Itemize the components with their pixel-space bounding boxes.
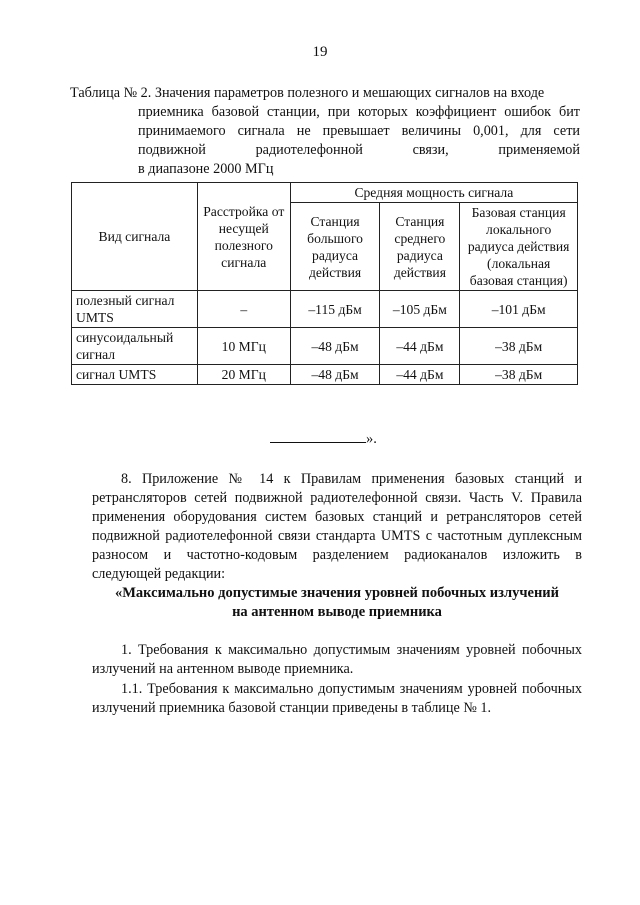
closing-mark xyxy=(270,430,377,448)
item-1-1 xyxy=(92,680,582,718)
cell-signal: сигнал UMTS xyxy=(72,365,198,385)
cell-local: –38 дБм xyxy=(460,365,578,385)
cell-detuning: 10 МГц xyxy=(197,328,290,365)
cell-detuning: 20 МГц xyxy=(197,365,290,385)
section-heading-line-1: «Максимально допустимые значения уровней побочных излучений xyxy=(114,585,560,601)
table-caption xyxy=(70,84,580,179)
cell-signal: синусоидальный сигнал xyxy=(72,328,198,365)
section-heading-line-2: на антенном выводе приемника xyxy=(232,604,442,620)
page-number: 19 xyxy=(312,44,328,60)
header-signal-type: Вид сигнала xyxy=(72,183,198,291)
table-row xyxy=(72,328,578,365)
paragraph-8-text: 8. Приложение № 14 к Правилам применения базовых станций и ретрансляторов сетей подвижной радиотелефонной связи. Часть V. Правила применения оборудования систем базовых станций и ретрансляторов сетей подвижной радиотелефонной связи стандарта UMTS с частотным дуплексным разносом и частотно-кодовым разделением радиоканалов изложить в следующей редакции: xyxy=(92,471,582,582)
cell-large: –115 дБм xyxy=(290,291,380,328)
caption-line-2: приемника базовой станции, при которых коэффициент ошибок бит xyxy=(138,104,580,120)
cell-medium: –44 дБм xyxy=(380,328,460,365)
table-row xyxy=(72,365,578,385)
paragraph-8 xyxy=(92,470,582,584)
item-1-text: 1. Требования к максимально допустимым значениям уровней побочных излучений на антенном выводе приемника. xyxy=(92,642,582,677)
item-1-1-text: 1.1. Требования к максимально допустимым значениям уровней побочных излучений приемника базовой станции приведены в таблице № 1. xyxy=(92,681,582,716)
closing-quote: ». xyxy=(366,431,377,447)
header-detuning: Расстройка от несущей полезного сигнала xyxy=(197,183,290,291)
item-1 xyxy=(92,641,582,679)
parameters-table xyxy=(71,182,578,385)
blank-line xyxy=(270,430,366,443)
cell-medium: –44 дБм xyxy=(380,365,460,385)
header-average-power: Средняя мощность сигнала xyxy=(290,183,577,203)
cell-local: –101 дБм xyxy=(460,291,578,328)
cell-medium: –105 дБм xyxy=(380,291,460,328)
caption-line-4: в диапазоне 2000 МГц xyxy=(138,161,274,177)
cell-detuning: – xyxy=(197,291,290,328)
cell-large: –48 дБм xyxy=(290,328,380,365)
header-medium-station: Станция среднего радиуса действия xyxy=(380,203,460,291)
cell-signal: полезный сигнал UMTS xyxy=(72,291,198,328)
header-local-station: Базовая станция локального радиуса действия (локальная базовая станция) xyxy=(460,203,578,291)
table-header-row xyxy=(72,183,578,203)
table-row xyxy=(72,291,578,328)
caption-line-1: Таблица № 2. Значения параметров полезного и мешающих сигналов на входе xyxy=(70,85,545,101)
cell-local: –38 дБм xyxy=(460,328,578,365)
caption-line-3: принимаемого сигнала не превышает величины 0,001, для сети подвижной радиотелефонной связи, применяемой xyxy=(138,123,580,158)
header-large-station: Станция большого радиуса действия xyxy=(290,203,380,291)
cell-large: –48 дБм xyxy=(290,365,380,385)
